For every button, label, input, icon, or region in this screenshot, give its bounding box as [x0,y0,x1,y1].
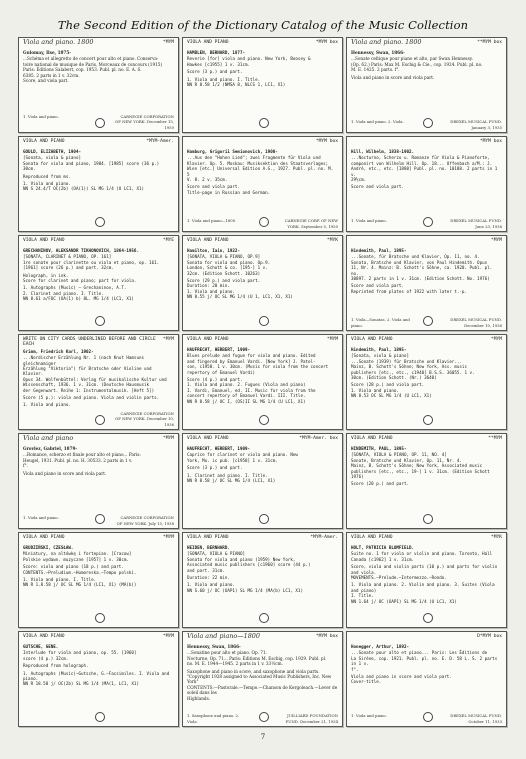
card-line: Score (4 p.) and part. [187,377,243,383]
card-header [23,238,174,247]
card-line: [SONATA, VIOLA & PIANO, OP. 11, NO. 4] [351,452,447,458]
card-punch-hole-icon [423,118,433,128]
card-line: 1. Viola and piano. I. Title. [23,577,97,583]
main-entry: HAUFRECHT, HERBERT, 1909- [187,446,251,451]
catalog-card [182,37,343,133]
card-header [351,535,502,544]
card-body [351,56,502,80]
card-line: ...Sonate celtique pour piano et alto, par Swan Hennessy. [351,56,473,62]
subject-heading: VIOLA AND PIANO [187,436,229,441]
call-number: *MYK [490,535,502,540]
card-line: Miniatury, na altówkę i fortepian. [Cracow] [23,551,132,557]
fund-note: DREXEL MUSICAL FUND. January 3, 1935 [450,119,502,130]
card-line: f°. [351,666,359,672]
card-line: M. E. 1425. 2 parts. f°. [351,67,400,73]
main-entry: HINDEMITH, PAUL, 1895- [351,446,407,451]
card-line: André, etc., etc. [1880] Publ. pl. no. 10188. 2 parts in 1 v. [351,166,498,177]
card-punch-hole-icon [95,514,105,524]
call-number: *MYM [162,535,174,540]
card-line: ...Romance, scherzo et finale pour alto et piano... Paris: [23,452,141,458]
page-header [0,18,526,32]
catalog-card [182,631,343,727]
card-line: "Copyright 1928 assigned to Associated Music Publishers, Inc. New York" [187,674,332,685]
main-entry: Grimm, Friedrich Karl, 1902- [23,348,94,354]
catalog-card [18,433,179,529]
card-body [23,56,174,83]
subject-heading: Viola and piano [23,434,74,442]
card-body [187,155,338,195]
card-line: 1. Autographs (Music) — Grechaninov, A.T. [23,285,127,291]
card-punch-hole-icon [423,712,433,722]
card-punch-hole-icon [259,118,269,128]
card-body [23,355,174,408]
card-line: Score (3 p.) and part. [187,465,243,471]
subject-heading: VIOLA AND PIANO [351,436,393,441]
card-punch-hole-icon [423,613,433,623]
main-entry: HOLT, PATRICIA BLOMFIELD. [351,545,415,550]
catalog-card [346,532,507,628]
call-number: *MYM [490,337,502,342]
subject-heading: VIOLA AND PIANO [187,40,229,45]
card-line: Klavier. Op. 5. Moskau: Musiksektion des Staatsverlages; [187,160,329,166]
card-punch-hole-icon [423,316,433,326]
fund-note: CARNEGIE CORP. OF NEW YORK. September 5, 1950 [284,218,338,229]
card-line: NN 8.53 OC SL MG 1/4 (U LC1, X1) [351,393,432,399]
card-line: Hawkes [c1955] 1 v. 31cm. [187,61,251,67]
card-line: Score (5 p.): viola and piano. Viola and violin parts. [23,395,160,401]
card-header [23,337,174,348]
card-body [23,254,174,301]
subject-heading: Viola and piano. 1800 [23,38,94,46]
card-header [23,40,174,49]
card-punch-hole-icon [259,514,269,524]
card-line: I. Vardi, Emanuel, ed. II. Music for viola from the [187,387,316,393]
card-body [351,551,502,604]
card-line: CONTENTS.—Preludium.—Humoreska.—Tempo polski. [23,569,137,575]
card-line: and fingered by Emanuel Vardi. [New York] J. Patel- [187,358,316,364]
card-line: and part. 31cm. [187,567,225,573]
card-punch-hole-icon [95,118,105,128]
card-line: Caprice for clarinet or viola and piano. New [187,452,298,458]
card-header [187,634,338,643]
call-number: *MYM box [479,139,502,144]
card-line: ...Sonate, für Bratsche und Klavier, Op. 11, no. 4. [351,254,480,260]
card-line: NN 1.64 j/ OC (OAP1) SL MG 1/4 (U LC1, X1) [351,598,457,604]
call-number: *MYM [162,436,174,441]
card-line: Score (29 p.) and viola part. [187,278,261,284]
card-line: Score for clarinet and piano; part for viola. [23,278,137,284]
card-line: concert repertory of Emanuel Vardi. III. Title. [187,393,306,399]
subject-heading: VIOLA AND PIANO [187,337,229,342]
main-entry: Hennessy, Swan, 1866- [351,50,405,55]
card-line: Suite no. 1 for viola or violin and piano. Toronto, Hall [351,551,493,557]
page-number: 7 [260,733,266,741]
card-line: Cover-title. [351,679,382,685]
card-line: 1. Autographs (Music)—Gutsche, G.—Facsimiles. I. Viola and piano. [23,670,170,682]
card-punch-hole-icon [259,712,269,722]
card-punch-hole-icon [95,316,105,326]
call-number: *MYM box [315,139,338,144]
card-line: [Sonata, viola & piano] [351,353,409,359]
card-body [187,353,338,404]
card-body [23,452,174,476]
catalog-card [182,532,343,628]
call-number: *MYM [490,238,502,243]
fund-note: DREXEL MUSICAL FUND. December 10, 1936 [450,317,502,328]
card-line: 1. Viola and piano. [23,181,71,187]
card-header [351,634,502,643]
card-line: Nocturne, Op. 71... Paris: Éditions M. Eschig, cop. 1929. Publ. pl. [187,655,327,661]
catalog-card [182,136,343,232]
card-line: Duration: 20 min. [187,283,230,289]
subject-heading: VIOLA AND PIANO [23,634,65,639]
page-title: The Second Edition of the Dictionary Catalog of the Music Collection [57,18,469,32]
card-line: f°. [23,463,28,469]
main-entry: HEIDEN, BERNHARD. [187,545,230,550]
card-body [351,254,502,294]
call-number: *MYE [162,238,174,243]
card-body [187,254,338,299]
main-entry: GRECHANINOV, ALEKSANDR TIKHONOVICH, 1864-1956. [23,248,139,253]
subject-heading: Viola and piano—1800 [187,632,260,640]
card-line: Title-page in Russian and German. [187,189,271,195]
card-header [23,436,174,445]
card-line: Reproduced from holograph. [23,663,89,669]
card-line: Sonata for viola and piano (1959) New York, [187,556,296,562]
card-header [23,634,174,643]
card-line: Opus 34. Wolfenbüttel: Verlag für musikalische Kultur und [23,376,167,382]
card-line: Mainz, B. Schott's Söhne; New York, Associated music [351,463,483,469]
card-header [187,40,338,49]
card-line: Score (20 p.) and part. [351,481,409,487]
catalog-card [346,631,507,727]
card-body [351,452,502,486]
card-line: NN R 8.58 j/ OC I, (OS)II SL MG 1/4 (U LC1, X1) [187,398,306,404]
card-line: ...Nocturno, Scherzo u. Romanze für Viola & Pianoforte, [351,155,490,161]
card-line: 2. Clarinet and piano. I. Title. [23,290,104,296]
card-line: 1. Viola and piano. [351,387,399,393]
card-line: 1. Viola and piano. I. Title. [187,76,261,82]
main-entry: Hamilton, Iain, 1922- [187,248,240,253]
card-line: Score (28 p.) and viola part. [351,382,425,388]
card-line: Associated music publishers [c1960] score (44 p.) [187,562,311,568]
card-line: NN R 1.8.58 j/ OC SL MG 1/4 (LC1, X1) (MA(b)) [23,582,137,588]
call-number: *MYM [326,337,338,342]
card-line: der Gegenwart. Reihe 1: Instrumentalmusik. [Heft 5]) [23,387,155,393]
card-line: NN 8.61 a/FOC (OA(1) b) 8L. MG 1/4 (LC1, X1) [23,296,134,302]
card-body [23,551,174,587]
card-line: Sonate, Bratsche und Klavier, Op. 11, Nr. 4. [351,457,462,463]
card-line: componirt von Wilhelm Hill. Op. 18... Offenbach a/M.: J. [351,160,493,166]
card-line: NN R 18.58 j/ OC(2b) SL MG 1/4 (MA(1, LC1, X1) [23,681,139,687]
tracing: 1. Viola and piano. [351,713,387,719]
main-entry: Hennessy, Swan, 1866- [187,644,241,649]
subject-heading: VIOLA AND PIANO [187,238,229,243]
card-body [23,155,174,191]
catalog-card [182,433,343,529]
card-line: 1. Clarinet and piano. I. Title. [187,472,268,478]
tracing: 1. Viola and piano. 2. Viola. [351,119,404,125]
card-punch-hole-icon [95,613,105,623]
catalog-card [182,334,343,430]
card-line: ...Nordischer Erzählung Nr. 1 (nach Knut Hamsuns gleichnamiger [23,355,145,366]
call-number: *MYM [162,634,174,639]
call-number: *MYM [162,337,174,342]
card-line: ...Aus den "Hohen Lied"; zwei Fragmente für Viola und [187,155,321,161]
card-line: MOVEMENTS.—Prelude.—Intermezzo.—Rondo. [351,575,447,581]
main-entry: Hill, Wilhelm, 1838-1902. [351,149,415,154]
catalog-card [18,136,179,232]
catalog-card [182,235,343,331]
card-line: [SONATA, VIOLA & PIANO] [187,551,245,557]
card-line: York, Mu. ic pub. [c1958] 1 v. 31cm. [187,457,278,463]
main-entry: Hindemith, Paul, 1895- [351,248,407,253]
card-line: Score and viola part. [351,184,404,190]
catalog-card [18,235,179,331]
call-number: *MYM-Amer. [146,139,174,144]
card-line: Score, and viola part. [23,78,69,84]
card-line: 1. Viola and piano. 2. Violin and piano. 3. Suites (Viola and piano) [351,582,495,593]
subject-heading: Viola and piano. 1800 [351,38,422,46]
card-punch-hole-icon [423,217,433,227]
catalog-card [346,334,507,430]
card-body [23,650,174,686]
card-header [351,337,502,346]
card-line: NN R 8.58 1/2 (NMSA 8, NLCS 1, LC1, X1) [187,82,286,88]
card-header [187,436,338,445]
card-body [187,56,338,87]
card-line: publishers [etc., etc., c1940] B.S.S. 36055. 1 v. [351,369,475,375]
tracing: 1. Viola and piano. [351,218,387,224]
fund-note: DREXEL MUSICAL FUND. June 23, 1936 [450,218,502,229]
card-punch-hole-icon [423,514,433,524]
tracing: 1. Viola—Sonatas. 2. Viola and piano. [351,317,410,328]
subject-heading: VIOLA AND PIANO [23,535,65,540]
card-header [351,436,502,445]
main-entry: HAUFRECHT, HERBERT, 1909- [187,347,251,352]
card-line: Blues prelude and fugue for viola and piano. Edited [187,353,316,359]
card-line: Wissenschaft, 1936. 1 v. 31cm. (Deutsche Hausmusik [23,382,150,388]
card-line: Interlude for viola and piano, op. 55. [1960] [23,650,137,656]
fund-note: DREXEL MUSICAL FUND. October 11, 1933 [450,713,502,724]
tracing: 1. Viola and piano. [23,113,59,119]
card-line: Polskie wydawn. muzyczne [1957] 1 v. 30cm. [23,556,129,562]
call-number: **MYM box [477,40,502,45]
card-line: no. M. E. 1944—1945. 2 parts in 1 v. 33½cm. [187,661,283,667]
card-line: 1. Viola and piano. 2. Fugues (Viola and piano) [187,382,306,388]
card-line: Paris: Éditions Salabert, cop. 1953. Publ. pl. no. E. A. S. [23,67,142,73]
card-punch-hole-icon [259,316,269,326]
main-entry: Grovlez, Gabriel, 1879- [23,446,78,451]
card-line: [Sonata, viola & piano] [23,155,81,161]
card-header [23,139,174,148]
card-header [187,238,338,247]
card-line: Score and viola part. [187,184,240,190]
fund-note: CARNEGIE CORPORATION OF NEW YORK. December 10, 1936 [115,410,174,427]
card-header [351,40,502,49]
card-line: 6385. 2 parts in 1 v. 32cm. [23,72,80,78]
card-line: NN 8.55 j/ OC SL MG 1/4 (U 1, LC1, X1, X1) [187,294,293,300]
catalog-card [18,631,179,727]
catalog-card [18,334,179,430]
card-line: ...Sonate (1939) für Bratsche und Klavier... [351,358,462,364]
card-line: Score, viola and violin parts (10 p.) and parts for violin and viola. [351,564,498,575]
card-line: Score: viola and piano (18 p.) and part. [23,564,124,570]
card-line: 29½cm. [351,177,367,183]
card-line: Reverie [for] viola and piano. New York, Boosey & [187,56,311,62]
call-number: *MYK [326,238,338,243]
card-line: Score and viola part. [351,283,404,289]
call-number: D*MYM box [477,634,502,639]
call-number: *MYM box [315,40,338,45]
subject-heading: WRITE ON CITY CARDS UNDERLINED BEFORE AND CIRCLE EACH [23,337,156,348]
card-line: Wien [etc.] Universal Edition A.G., 1927. Publ. pl. no. M. 5 [187,166,334,177]
catalog-card [18,532,179,628]
card-line: NN S 24.4/T OC(2b) (OA(1)) SL MG 1/4 (U LC1, X1) [23,186,145,192]
catalog-card [18,37,179,133]
card-line: 11, Nr. 4. Mainz: B. Schott's Söhne, ca. 1920. Publ. pl. no. [351,265,493,276]
card-line: 1. Viola and piano. [187,582,235,588]
card-line: [SONATA, VIOLA & PIANO, OP.9] [187,254,261,260]
card-header [351,238,502,247]
card-line: 30897. 2 parts in 1 v. 31cm. (Edition Schott. No. 1976) [351,276,490,282]
card-line: Sonata, Bratsche und Klavier, von Paul Hindemith. Opus [351,259,488,265]
card-line: repertory of Emanuel Vardi) [187,369,256,375]
main-entry: GRUDZIŃSKI, CZESŁAW. [23,545,74,550]
main-entry: GUTSCHE, GENE. [23,644,59,649]
card-body [351,650,502,684]
fund-note: JUILLIARD FOUNDATION FUND. December 21, 1934 [285,713,338,724]
catalog-card [346,235,507,331]
card-line: publishers [etc., etc., 19-] 1 v. 31cm. (Edition Schott 1976) [351,468,490,480]
card-line: Sonata for viola and piano, 1984. [1985] score (36 p.) [23,160,160,166]
card-punch-hole-icon [259,415,269,425]
card-line: [SONATA, CLARINET & PIANO, OP. 161] [23,254,112,260]
main-entry: Hindemith, Paul, 1895- [351,347,407,352]
main-entry: Honegger, Arthur, 1892- [351,644,409,649]
card-line: 1. Viola and piano. [187,288,235,294]
card-line: I. Title. [351,593,374,599]
card-line: son, c1958. 1 v. 30cm. (Music for viola from the concert [187,364,329,370]
card-body [187,551,338,593]
catalog-card [346,37,507,133]
catalog-card-grid [18,37,507,727]
card-line: 32cm. (Edition Schott. 10263) [187,270,261,276]
catalog-card [346,433,507,529]
card-line: Erzählung "Viktoria") für Bratsche oder Violine und Klavier. [23,366,152,377]
card-line: Duration: 22 min. [187,575,230,581]
subject-heading: VIOLA AND PIANO [187,535,229,540]
card-line: La Sirène, cop. 1921. Publ. pl. no. E. D. 58 L. S. 2 parts in 1 v. [351,655,498,667]
call-number: *MYM [162,40,174,45]
subject-heading: VIOLA AND PIANO [351,535,393,540]
subject-heading: VIOLA AND PIANO [23,238,65,243]
card-line: NN R 8.58 j/ OC SL MG 1/4 (LC1, X1) [187,478,276,484]
card-line: London, Schott & co. [195-] 1 v. [187,265,268,271]
card-line: Highlands. [187,695,211,701]
card-header [187,139,338,148]
card-line: Canada [c1962] 1 v. 31cm. [351,556,415,562]
call-number: *MYM-Amer. box [299,436,338,441]
card-punch-hole-icon [259,613,269,623]
fund-note: CARNEGIE CORPORATION OF NEW YORK. July 15, 1938 [116,515,174,526]
card-body [351,155,502,189]
card-line: toire national de musique de Paris, Morceaux de concours (1915) [23,61,163,67]
main-entry: HAMBLEN, BERNARD, 1877- [187,50,245,55]
card-line: Viola and piano in score and viola part. [351,74,435,80]
card-line: [1961] score (26 p.) and part. 32cm. [23,265,114,271]
tracing: 1. Viola and piano. [23,515,59,521]
card-punch-hole-icon [95,415,105,425]
card-line: Mainz, B. Schott's Söhne; New York, Ass. music [351,364,467,370]
subject-heading: VIOLA AND PIANO [351,337,393,342]
catalog-card [346,136,507,232]
card-line: 1re sonate pour clarinette ou viola et piano, op. 161. [23,259,160,265]
card-line: NN S.60 j/ OC (OAP1) SL MG 1/4 (MA(b) LC1, X1) [187,587,303,593]
card-line: Heugel, 1931. Publ. pl. no. H. 30533. 2 parts in 1 v. [23,457,133,463]
card-body [187,452,338,483]
tracing: 1. Viola and piano—1800. [187,218,237,224]
card-body [187,650,338,701]
card-header [187,535,338,544]
main-entry: Hamburg, Grigorii Semionovich, 1900- [187,149,278,154]
card-line: Holograph, in ink. [23,272,69,278]
card-line: CONTENTS.—Pastorale.—Tempo.—Chanson de Kergoleach.—Lever de soleil dans les [187,684,338,696]
card-body [351,353,502,398]
main-entry: Gulomay, Ilse, 1875- [23,50,71,55]
card-punch-hole-icon [423,415,433,425]
card-punch-hole-icon [95,712,105,722]
card-line: Viola and piano in score and viola part. [23,470,107,476]
card-line: V. 8. 2 v. 35cm. [187,177,228,183]
card-line: Sonata for viola and piano. Op.9. [187,259,271,265]
fund-note: CARNEGIE CORPORATION OF NEW YORK. December 15, 1950 [115,113,174,130]
card-line: 30cm. [23,166,36,172]
card-punch-hole-icon [259,217,269,227]
main-entry: GOULD, ELIZABETH, 1904- [23,149,81,154]
card-header [23,535,174,544]
card-line: Viola and piano in score and viola part. [351,674,452,680]
card-line: ...Schéma et allegretto de concert pour alto et piano. Conserva- [23,56,159,62]
card-line: 1. Viola and piano. [23,402,71,408]
card-line: Score (3 p.) and part. [187,69,243,75]
card-line: ...Sonate pour alto et piano... Paris: Les Éditions de [351,650,488,656]
card-line: 30cm. (Edition Schott. (Nr.) 3640) [351,375,437,381]
call-number: *MYM box [315,634,338,639]
card-line: (Op. 62.) Paris: Max M. Eschig & Cie., cop. 1924. Publ. pl. no. [351,61,483,67]
card-header [187,337,338,346]
card-line: ...Sonatine pour alto et piano. Op. 71. [187,650,267,656]
call-number: **MYM [488,436,502,441]
tracing: 1. Saxophone and piano. 2. Viola. [187,713,240,724]
card-line: Saxophone and piano in score, and saxophone and viola parts. [187,668,320,674]
card-punch-hole-icon [95,217,105,227]
call-number: *MYM-Amer. [310,535,338,540]
card-line: Reproduced from ms. [23,173,71,179]
subject-heading: VIOLA AND PIANO [23,139,65,144]
card-line: score (4 p.) 32cm. [23,655,69,661]
card-header [351,139,502,148]
card-line: Reprinted from plates of 1922 with later t.-p. [351,288,467,294]
